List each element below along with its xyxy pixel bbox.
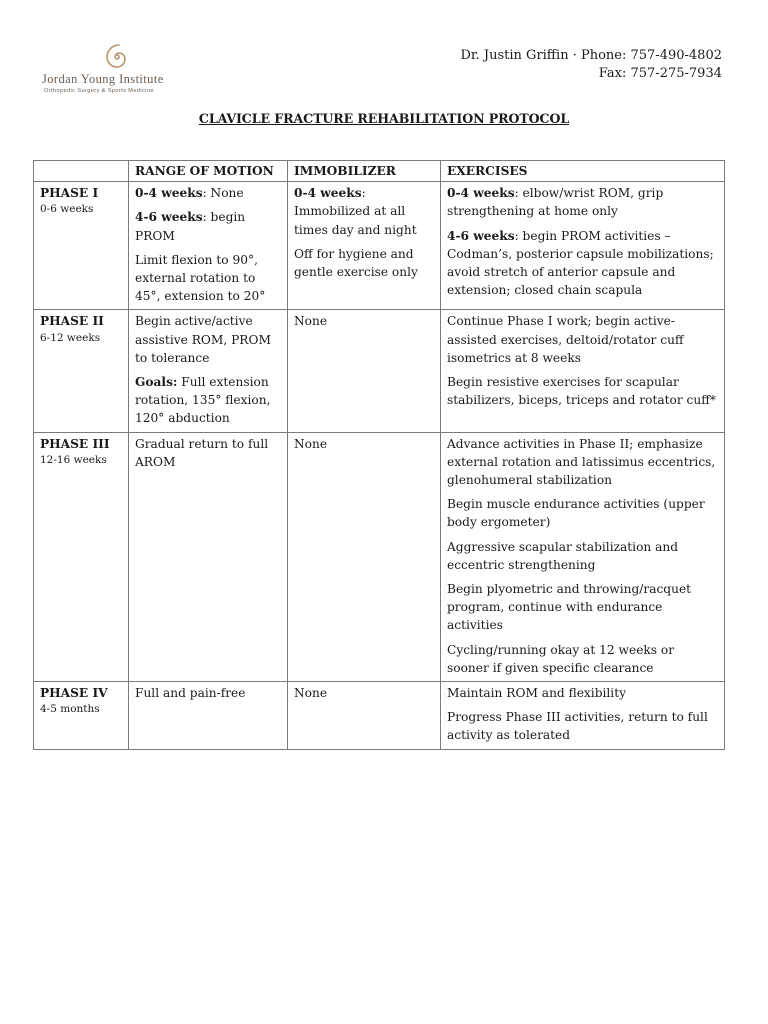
institute-logo — [42, 42, 212, 100]
immobilizer-cell — [288, 682, 441, 750]
phase-duration: 4-5 months — [40, 703, 100, 716]
bold-label: 4-6 weeks — [135, 210, 203, 225]
paragraph-text: Maintain ROM and flexibility — [447, 686, 626, 701]
paragraph-text: : Immobilized at all times day and night — [294, 186, 417, 237]
logo-institute-name: Jordan Young Institute — [42, 72, 164, 86]
contact-fax-line: Fax: 757-275-7934 — [598, 66, 722, 81]
paragraph — [447, 538, 718, 574]
paragraph — [135, 684, 281, 702]
paragraph — [135, 208, 281, 244]
paragraph — [447, 641, 718, 677]
paragraph-text: None — [294, 436, 328, 451]
exercises-cell — [441, 310, 725, 432]
header-range-of-motion: RANGE OF MOTION — [129, 161, 288, 182]
bold-label: 0-4 weeks — [447, 186, 515, 201]
phase-name: PHASE IV — [40, 686, 108, 701]
phase-name: PHASE II — [40, 314, 104, 329]
paragraph — [294, 184, 434, 239]
paragraph — [447, 684, 718, 702]
paragraph-text: Limit flexion to 90°, external rotation to 45°, extension to 20° — [135, 252, 266, 304]
paragraph-text: Full and pain-free — [135, 686, 246, 701]
paragraph-text: : elbow/wrist ROM, grip strengthening at home only — [447, 186, 664, 219]
paragraph — [447, 312, 718, 367]
paragraph-text: Advance activities in Phase II; emphasize external rotation and latissimus eccentrics, glenohumeral stabilization — [447, 436, 716, 488]
paragraph-text: Begin muscle endurance activities (upper body ergometer) — [447, 497, 705, 530]
phase-name: PHASE I — [40, 186, 99, 201]
contact-info — [460, 47, 722, 83]
phase-duration: 0-6 weeks — [40, 203, 94, 216]
paragraph-text: Gradual return to full AROM — [135, 436, 269, 469]
paragraph — [447, 227, 718, 300]
immobilizer-cell — [288, 182, 441, 310]
paragraph — [135, 184, 281, 202]
paragraph — [447, 580, 718, 635]
paragraph — [447, 495, 718, 531]
contact-phone-line: Dr. Justin Griffin · Phone: 757-490-4802 — [460, 48, 722, 63]
paragraph — [294, 245, 434, 281]
paragraph — [135, 435, 281, 471]
paragraph — [447, 708, 718, 744]
paragraph — [447, 373, 718, 409]
paragraph-text: : None — [202, 186, 244, 201]
paragraph-text: : begin PROM — [135, 210, 246, 243]
protocol-table — [33, 160, 725, 750]
bold-label: 0-4 weeks — [294, 186, 362, 201]
paragraph-text: Full extension rotation, 135° flexion, 120° abduction — [135, 375, 271, 426]
logo-tagline: Orthopedic Surgery & Sports Medicine — [44, 88, 154, 94]
paragraph — [447, 184, 718, 220]
immobilizer-cell — [288, 432, 441, 681]
phase-name: PHASE III — [40, 436, 110, 451]
paragraph-text: None — [294, 686, 328, 701]
phase-cell — [34, 432, 129, 681]
paragraph — [135, 312, 281, 367]
phase-duration: 6-12 weeks — [40, 331, 101, 344]
paragraph — [294, 684, 434, 702]
table-row — [34, 682, 725, 750]
table-row — [34, 310, 725, 432]
paragraph-text: Continue Phase I work; begin active-assisted exercises, deltoid/rotator cuff isometrics at 8 weeks — [447, 314, 684, 365]
paragraph-text: Begin resistive exercises for scapular stabilizers, biceps, triceps and rotator cuff* — [447, 375, 716, 408]
paragraph — [294, 312, 434, 330]
phase-cell — [34, 682, 129, 750]
exercises-cell — [441, 432, 725, 681]
phase-cell — [34, 182, 129, 310]
rom-cell — [129, 682, 288, 750]
bold-label: 4-6 weeks — [447, 228, 515, 243]
paragraph-text: : begin PROM activities – Codman’s, posterior capsule mobilizations; avoid stretch of anterior capsule and extension; closed chain scapula — [447, 228, 714, 298]
paragraph — [135, 373, 281, 428]
header-phase — [34, 161, 129, 182]
header-immobilizer: IMMOBILIZER — [288, 161, 441, 182]
paragraph — [135, 251, 281, 306]
bold-label: 0-4 weeks — [135, 186, 203, 201]
paragraph-text: Begin active/active assistive ROM, PROM to tolerance — [135, 314, 271, 365]
document-title: CLAVICLE FRACTURE REHABILITATION PROTOCOL — [198, 111, 570, 126]
paragraph-text: None — [294, 314, 328, 329]
table-header-row — [34, 161, 725, 182]
paragraph — [447, 435, 718, 490]
table-row — [34, 432, 725, 681]
header-exercises: EXERCISES — [441, 161, 725, 182]
paragraph-text: Aggressive scapular stabilization and eccentric strengthening — [447, 539, 679, 572]
table-row — [34, 182, 725, 310]
paragraph-text: Progress Phase III activities, return to full activity as tolerated — [447, 710, 708, 743]
bold-label: Goals: — [135, 375, 178, 390]
phase-rows — [34, 182, 725, 749]
rom-cell — [129, 310, 288, 432]
spiral-logo-icon — [102, 42, 132, 72]
paragraph-text: Cycling/running okay at 12 weeks or sooner if given specific clearance — [447, 642, 675, 675]
immobilizer-cell — [288, 310, 441, 432]
paragraph-text: Off for hygiene and gentle exercise only — [294, 246, 418, 280]
rom-cell — [129, 432, 288, 681]
phase-duration: 12-16 weeks — [40, 453, 107, 466]
exercises-cell — [441, 182, 725, 310]
exercises-cell — [441, 682, 725, 750]
paragraph — [294, 435, 434, 453]
paragraph-text: Begin plyometric and throwing/racquet program, continue with endurance activities — [447, 582, 692, 633]
phase-cell — [34, 310, 129, 432]
rom-cell — [129, 182, 288, 310]
